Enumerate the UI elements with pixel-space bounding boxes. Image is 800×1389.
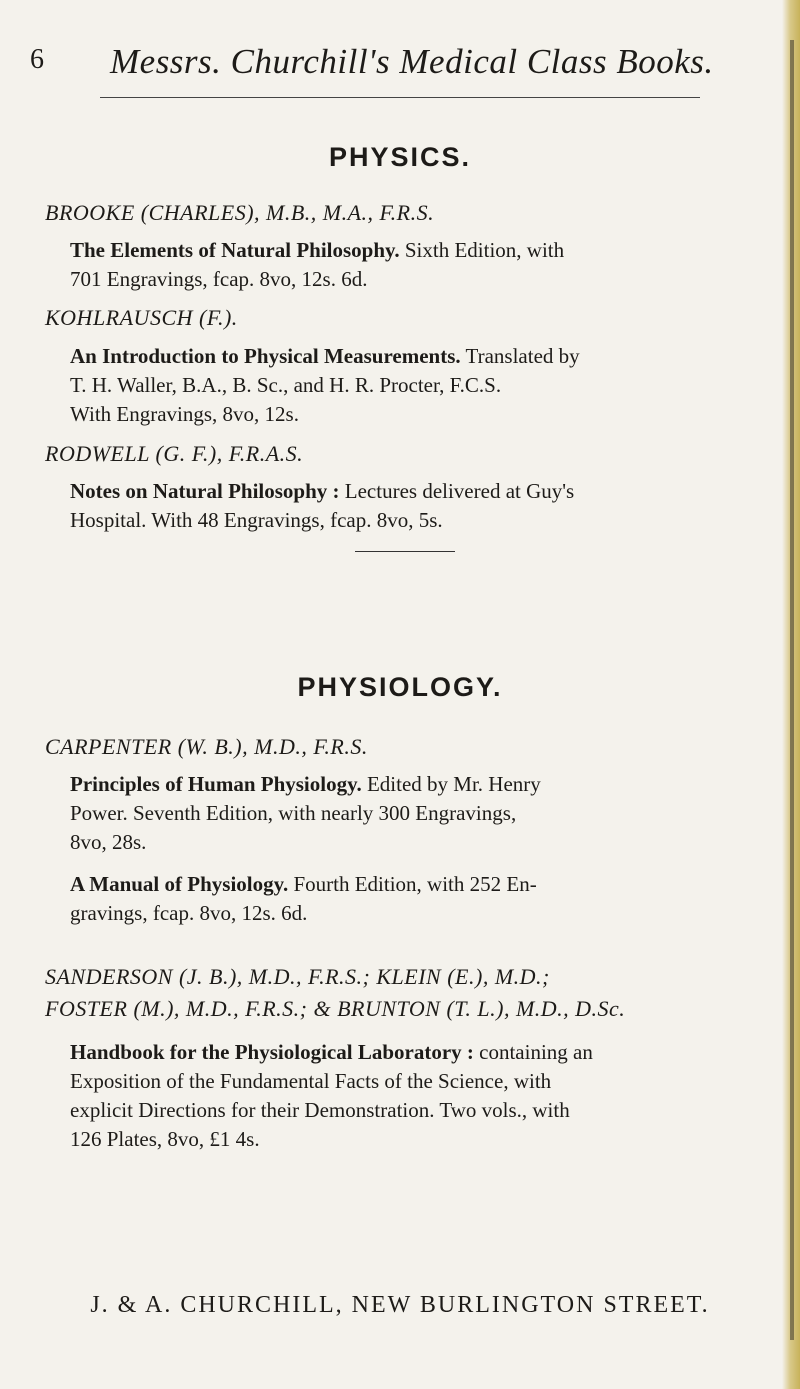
- entry-carpenter-principles: [70, 770, 770, 857]
- section-title-physiology: PHYSIOLOGY.: [297, 672, 503, 702]
- entry-carpenter-manual: [70, 870, 770, 928]
- author-brooke: BROOKE (CHARLES), M.B., M.A., F.R.S.: [45, 200, 435, 225]
- author-kohlrausch: KOHLRAUSCH (F.).: [45, 305, 238, 330]
- entry-text: containing an: [473, 1040, 593, 1064]
- work-title: A Manual of Physiology.: [70, 872, 289, 896]
- work-title: An Introduction to Physical Measurements.: [70, 344, 461, 368]
- section-divider: [355, 551, 455, 552]
- entry-text: Translated by: [460, 344, 580, 368]
- entry-text: Sixth Edition, with: [399, 238, 565, 262]
- entry-kohlrausch: [70, 342, 770, 429]
- entry-text: T. H. Waller, B.A., B. Sc., and H. R. Procter, F.C.S.: [70, 373, 502, 397]
- work-title: Handbook for the Physiological Laboratory :: [70, 1040, 474, 1064]
- entry-text: explicit Directions for their Demonstration. Two vols., with: [70, 1098, 570, 1122]
- entry-brooke: [70, 236, 770, 294]
- entry-text: Hospital. With 48 Engravings, fcap. 8vo, 5s.: [70, 508, 443, 532]
- work-title: Notes on Natural Philosophy :: [70, 479, 340, 503]
- entry-text: 701 Engravings, fcap. 8vo, 12s. 6d.: [70, 267, 368, 291]
- entry-rodwell: [70, 477, 770, 535]
- page-number: 6: [30, 44, 45, 75]
- entry-handbook: [70, 1038, 770, 1154]
- entry-text: Power. Seventh Edition, with nearly 300 Engravings,: [70, 801, 517, 825]
- author-rodwell: RODWELL (G. F.), F.R.A.S.: [45, 441, 304, 466]
- entry-text: Edited by Mr. Henry: [361, 772, 541, 796]
- entry-text: Fourth Edition, with 252 En-: [288, 872, 537, 896]
- author-carpenter: CARPENTER (W. B.), M.D., F.R.S.: [45, 734, 368, 759]
- work-title: Principles of Human Physiology.: [70, 772, 362, 796]
- section-title-physics: PHYSICS.: [328, 142, 472, 172]
- entry-text: Lectures delivered at Guy's: [339, 479, 575, 503]
- work-title: The Elements of Natural Philosophy.: [70, 238, 400, 262]
- publisher-footer: J. & A. CHURCHILL, NEW BURLINGTON STREET.: [90, 1292, 710, 1318]
- entry-text: gravings, fcap. 8vo, 12s. 6d.: [70, 901, 308, 925]
- running-title: Messrs. Churchill's Medical Class Books.: [110, 42, 714, 81]
- entry-text: 126 Plates, 8vo, £1 4s.: [70, 1127, 260, 1151]
- entry-text: Exposition of the Fundamental Facts of the Science, with: [70, 1069, 552, 1093]
- author-sanderson: SANDERSON (J. B.), M.D., F.R.S.; KLEIN (E.), M.D.;: [45, 964, 550, 989]
- author-foster-brunton: FOSTER (M.), M.D., F.R.S.; & BRUNTON (T. L.), M.D., D.Sc.: [45, 996, 626, 1021]
- entry-text: With Engravings, 8vo, 12s.: [70, 402, 299, 426]
- header-rule: [100, 97, 700, 98]
- entry-text: 8vo, 28s.: [70, 830, 147, 854]
